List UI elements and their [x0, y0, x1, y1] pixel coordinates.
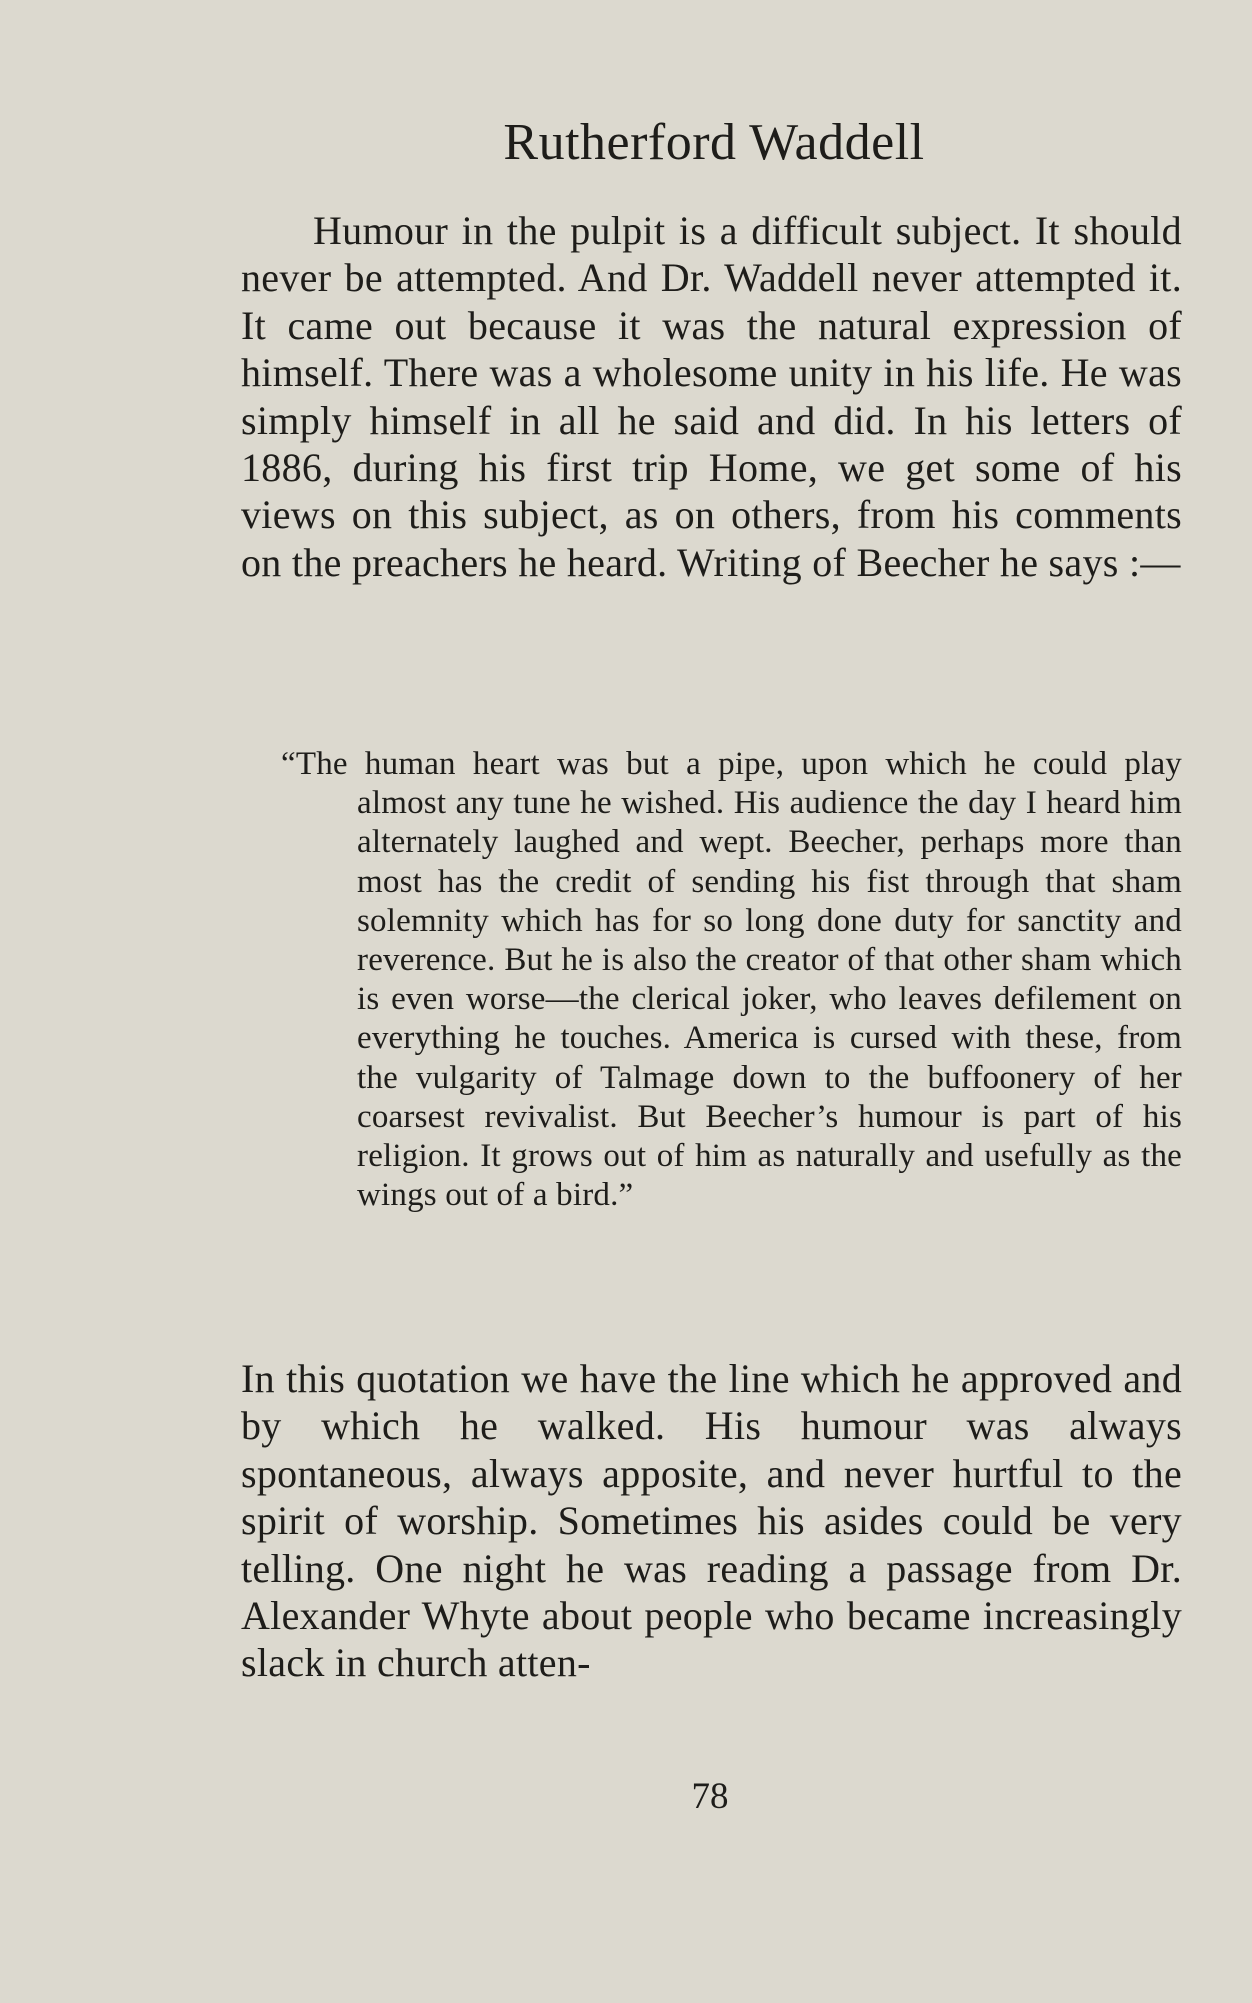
body-paragraph-2: In this quotation we have the line which he approved and by which he walked. His humour was always spontaneous, always apposite, and never hurtful to the spirit of worship. Sometimes his asides could be very telling. One night he was reading a passage from Dr. Alexander Whyte about people who became increasingly slack in church atten- — [241, 1356, 1182, 1686]
page-number: 78 — [691, 1776, 729, 1817]
quotation-text: “The human heart was but a pipe, upon which he could play almost any tune he wished. His audience the day I heard him alternately laughed and wept. Beecher, perhaps more than most has the credit of sending his fist through that sham solemnity which has for so long done duty for sanctity and reverence. But he is also the creator of that other sham which is even worse—the clerical joker, who leaves defilement on everything he touches. America is cursed with these, from the vulgarity of Talmage down to the buffoonery of her coarsest revivalist. But Beecher’s humour is part of his religion. It grows out of him as naturally and usefully as the wings out of a bird.” — [281, 746, 1182, 1214]
running-head-text: Rutherford Waddell — [503, 114, 925, 171]
running-head — [0, 108, 1252, 178]
body-paragraph-1: Humour in the pulpit is a difficult subject. It should never be attempted. And Dr. Waddell never attempted it. It came out because it was the natural expression of himself. There was a wholesome unity in his life. He was simply himself in all he said and did. In his letters of 1886, during his first trip Home, we get some of his views on this subject, as on others, from his comments on the preachers he heard. Writing of Beecher he says :— — [241, 208, 1182, 585]
block-quotation — [281, 745, 1182, 1215]
